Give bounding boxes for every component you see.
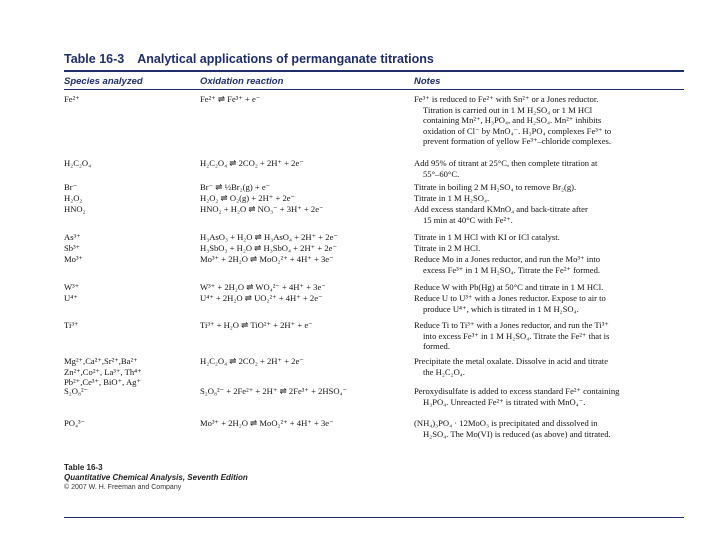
notes-cell-line: formed. bbox=[423, 341, 450, 352]
notes-cell bbox=[414, 293, 689, 314]
notes-cell-line: Titrate in 2 M HCl. bbox=[414, 243, 481, 253]
notes-cell-line: Reduce Mo in a Jones reductor, and run the Mo³⁺ into bbox=[414, 254, 601, 264]
species-cell bbox=[64, 193, 194, 204]
caption-book: Quantitative Chemical Analysis, Seventh Edition bbox=[64, 473, 248, 482]
species-cell-line: Sb³⁺ bbox=[64, 243, 81, 253]
header-reaction: Oxidation reaction bbox=[200, 76, 284, 87]
notes-cell-line: (NH₄)₃PO₄ · 12MoO₃ is precipitated and dissolved in bbox=[414, 418, 598, 428]
reaction-cell bbox=[200, 282, 410, 293]
species-cell-line: PO₄³⁻ bbox=[64, 418, 86, 428]
reaction-cell bbox=[200, 182, 410, 193]
header-notes: Notes bbox=[414, 76, 441, 87]
reaction-cell-line: Mo³⁺ + 2H₂O ⇌ MoO₂²⁺ + 4H⁺ + 3e⁻ bbox=[200, 418, 334, 428]
species-cell-line: Zn²⁺,Co²⁺, La³⁺, Th⁴⁺ bbox=[64, 366, 142, 377]
reaction-cell-line: Mo³⁺ + 2H₂O ⇌ MoO₂²⁺ + 4H⁺ + 3e⁻ bbox=[200, 254, 334, 264]
notes-cell bbox=[414, 94, 689, 147]
reaction-cell-line: W³⁺ + 2H₂O ⇌ WO₄²⁻ + 4H⁺ + 3e⁻ bbox=[200, 282, 326, 292]
reaction-cell-line: H₂O₂ ⇌ O₂(g) + 2H⁺ + 2e⁻ bbox=[200, 193, 296, 203]
notes-cell-line: prevent formation of yellow Fe³⁺–chloride complexes. bbox=[423, 136, 612, 147]
reaction-cell-line: U⁴⁺ + 2H₂O ⇌ UO₂²⁺ + 4H⁺ + 2e⁻ bbox=[200, 293, 323, 303]
species-cell-line: HNO₂ bbox=[64, 204, 86, 214]
reaction-cell-line: Fe²⁺ ⇌ Fe³⁺ + e⁻ bbox=[200, 94, 261, 104]
reaction-cell bbox=[200, 232, 410, 243]
reaction-cell-line: S₂O₈²⁻ + 2Fe²⁺ + 2H⁺ ⇌ 2Fe³⁺ + 2HSO₄⁻ bbox=[200, 386, 348, 396]
bottom-rule bbox=[64, 517, 684, 518]
reaction-cell bbox=[200, 158, 410, 169]
notes-cell-line: containing Mn²⁺, H₃PO₄, and H₂SO₄. Mn²⁺ inhibits bbox=[423, 115, 602, 126]
species-cell-line: Br⁻ bbox=[64, 182, 78, 192]
reaction-cell-line: H₂C₂O₄ ⇌ 2CO₂ + 2H⁺ + 2e⁻ bbox=[200, 158, 304, 168]
species-cell-line: U⁴⁺ bbox=[64, 293, 78, 303]
notes-cell bbox=[414, 282, 689, 293]
caption-copyright: © 2007 W. H. Freeman and Company bbox=[64, 484, 182, 491]
notes-cell bbox=[414, 356, 689, 377]
top-rule bbox=[64, 70, 684, 72]
species-cell bbox=[64, 232, 194, 243]
notes-cell-line: 15 min at 40°C with Fe²⁺. bbox=[423, 214, 513, 225]
notes-cell-line: H₃PO₄. Unreacted Fe²⁺ is titrated with MnO₄⁻. bbox=[423, 396, 586, 407]
notes-cell-line: Peroxydisulfate is added to excess standard Fe²⁺ containing bbox=[414, 386, 620, 396]
notes-cell-line: Titrate in 1 M HCl with KI or ICl catalyst. bbox=[414, 232, 560, 242]
notes-cell-line: oxidation of Cl⁻ by MnO₄⁻. H₃PO₄ complexes Fe³⁺ to bbox=[423, 125, 612, 136]
species-cell bbox=[64, 158, 194, 169]
notes-cell bbox=[414, 254, 689, 275]
notes-cell-line: Titrate in boiling 2 M H₂SO₄ to remove Br₂(g). bbox=[414, 182, 577, 192]
notes-cell-line: Reduce Ti to Ti³⁺ with a Jones reductor, and run the Ti³⁺ bbox=[414, 320, 609, 330]
notes-cell bbox=[414, 320, 689, 352]
species-cell bbox=[64, 418, 194, 429]
notes-cell-line: Reduce U to U³⁺ with a Jones reductor. Expose to air to bbox=[414, 293, 606, 303]
species-cell-line: Ti³⁺ bbox=[64, 320, 79, 330]
reaction-cell-line: HNO₂ + H₂O ⇌ NO₃⁻ + 3H⁺ + 2e⁻ bbox=[200, 204, 324, 214]
notes-cell-line: 55°–60°C. bbox=[423, 168, 460, 179]
reaction-cell bbox=[200, 94, 410, 105]
species-cell-line: W³⁺ bbox=[64, 282, 80, 292]
reaction-cell-line: Br⁻ ⇌ ½Br₂(g) + e⁻ bbox=[200, 182, 271, 192]
reaction-cell bbox=[200, 243, 410, 254]
species-cell-line: As³⁺ bbox=[64, 232, 81, 242]
notes-cell-line: Precipitate the metal oxalate. Dissolve in acid and titrate bbox=[414, 356, 609, 366]
species-cell bbox=[64, 320, 194, 331]
notes-cell-line: Add excess standard KMnO₄ and back-titrate after bbox=[414, 204, 588, 214]
species-cell-line: H₂O₂ bbox=[64, 193, 83, 203]
reaction-cell-line: H₂C₂O₄ ⇌ 2CO₂ + 2H⁺ + 2e⁻ bbox=[200, 356, 304, 366]
species-cell bbox=[64, 204, 194, 215]
table-title-text: Analytical applications of permanganate titrations bbox=[137, 52, 434, 66]
species-cell-line: Fe²⁺ bbox=[64, 94, 80, 104]
species-cell bbox=[64, 243, 194, 254]
notes-cell-line: Fe³⁺ is reduced to Fe²⁺ with Sn²⁺ or a Jones reductor. bbox=[414, 94, 599, 104]
notes-cell-line: Add 95% of titrant at 25°C, then complete titration at bbox=[414, 158, 598, 168]
notes-cell-line: Reduce W with Pb(Hg) at 50°C and titrate in 1 M HCl. bbox=[414, 282, 604, 292]
notes-cell bbox=[414, 386, 689, 407]
notes-cell-line: Titrate in 1 M H₂SO₄. bbox=[414, 193, 490, 203]
species-cell-line: S₂O₈²⁻ bbox=[64, 386, 89, 396]
notes-cell-line: Titration is carried out in 1 M H₂SO₄ or 1 M HCl bbox=[423, 104, 593, 115]
species-cell-line: Mg²⁺,Ca²⁺,Sr²⁺,Ba²⁺ bbox=[64, 356, 138, 366]
figure-caption bbox=[64, 463, 248, 493]
species-cell bbox=[64, 254, 194, 265]
species-cell-line: Pb²⁺,Ce³⁺, BiO⁺, Ag⁺ bbox=[64, 377, 142, 388]
species-cell bbox=[64, 293, 194, 304]
reaction-cell bbox=[200, 204, 410, 215]
notes-cell-line: into excess Fe³⁺ in 1 M H₂SO₄. Titrate the Fe²⁺ that is bbox=[423, 330, 610, 341]
species-cell bbox=[64, 386, 194, 397]
notes-cell-line: the H₂C₂O₄. bbox=[423, 366, 465, 377]
reaction-cell bbox=[200, 293, 410, 304]
species-cell bbox=[64, 182, 194, 193]
notes-cell bbox=[414, 243, 689, 254]
notes-cell-line: produce U⁴⁺, which is titrated in 1 M H₂SO₄. bbox=[423, 303, 579, 314]
header-rule bbox=[64, 89, 684, 90]
notes-cell bbox=[414, 193, 689, 204]
notes-cell bbox=[414, 232, 689, 243]
reaction-cell-line: Ti³⁺ + H₂O ⇌ TiO²⁺ + 2H⁺ + e⁻ bbox=[200, 320, 313, 330]
species-cell bbox=[64, 94, 194, 105]
reaction-cell bbox=[200, 193, 410, 204]
notes-cell bbox=[414, 204, 689, 225]
species-cell-line: Mo³⁺ bbox=[64, 254, 84, 264]
header-species: Species analyzed bbox=[64, 76, 143, 87]
species-cell-line: H₂C₂O₄ bbox=[64, 158, 92, 168]
reaction-cell bbox=[200, 386, 410, 397]
reaction-cell bbox=[200, 356, 410, 367]
table-title bbox=[64, 52, 434, 66]
caption-label: Table 16-3 bbox=[64, 463, 103, 472]
notes-cell-line: excess Fe³⁺ in 1 M H₂SO₄. Titrate the Fe²⁺ formed. bbox=[423, 264, 601, 275]
species-cell bbox=[64, 282, 194, 293]
reaction-cell-line: H₃AsO₃ + H₂O ⇌ H₃AsO₄ + 2H⁺ + 2e⁻ bbox=[200, 232, 338, 242]
reaction-cell-line: H₃SbO₃ + H₂O ⇌ H₃SbO₄ + 2H⁺ + 2e⁻ bbox=[200, 243, 337, 253]
reaction-cell bbox=[200, 254, 410, 265]
species-cell bbox=[64, 356, 194, 388]
notes-cell bbox=[414, 418, 689, 439]
reaction-cell bbox=[200, 320, 410, 331]
notes-cell bbox=[414, 158, 689, 179]
notes-cell-line: H₂SO₄. The Mo(VI) is reduced (as above) and titrated. bbox=[423, 428, 611, 439]
table-number: Table 16-3 bbox=[64, 52, 125, 66]
notes-cell bbox=[414, 182, 689, 193]
reaction-cell bbox=[200, 418, 410, 429]
